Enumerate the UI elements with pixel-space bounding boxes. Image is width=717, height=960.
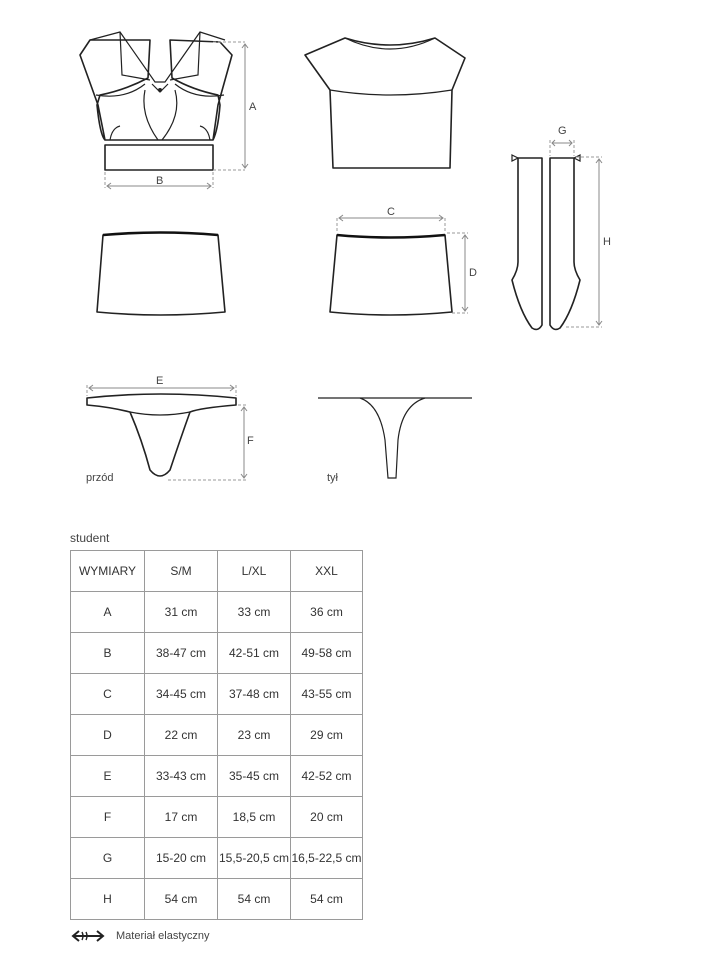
stockings-drawing: [512, 155, 580, 329]
table-cell: 42-51 cm: [218, 633, 291, 674]
thong-back-drawing: [318, 398, 472, 478]
table-cell: 35-45 cm: [218, 756, 291, 797]
table-cell: 17 cm: [145, 797, 218, 838]
table-row: [71, 797, 363, 838]
dim-label-g: G: [558, 125, 567, 137]
dimension-c: [337, 206, 445, 232]
table-cell: 15-20 cm: [145, 838, 218, 879]
dim-label-b: B: [156, 175, 164, 187]
table-row: [71, 756, 363, 797]
header-cell-sm: S/M: [145, 551, 218, 592]
table-row: [71, 674, 363, 715]
table-header-row: [71, 551, 363, 592]
table-cell: 33 cm: [218, 592, 291, 633]
elastic-material-icon: [70, 930, 106, 942]
size-table: [70, 550, 363, 920]
header-cell-lxl: L/XL: [218, 551, 291, 592]
table-cell: 31 cm: [145, 592, 218, 633]
table-cell: C: [71, 674, 145, 715]
table-cell: 37-48 cm: [218, 674, 291, 715]
table-cell: 33-43 cm: [145, 756, 218, 797]
table-cell: 22 cm: [145, 715, 218, 756]
table-cell: 34-45 cm: [145, 674, 218, 715]
table-cell: 54 cm: [291, 879, 363, 920]
table-cell: 38-47 cm: [145, 633, 218, 674]
table-cell: G: [71, 838, 145, 879]
dim-label-f: F: [247, 435, 254, 447]
table-cell: 29 cm: [291, 715, 363, 756]
table-cell: 49-58 cm: [291, 633, 363, 674]
caption-back: tył: [327, 472, 338, 484]
table-cell: 16,5-22,5 cm: [291, 838, 363, 879]
skirt-front-drawing: [97, 233, 225, 316]
table-cell: F: [71, 797, 145, 838]
table-cell: E: [71, 756, 145, 797]
table-row: [71, 838, 363, 879]
dim-label-e: E: [156, 375, 164, 387]
legend: [70, 930, 210, 942]
table-cell: 23 cm: [218, 715, 291, 756]
caption-front: przód: [86, 472, 114, 484]
table-cell: 54 cm: [145, 879, 218, 920]
table-row: [71, 715, 363, 756]
dim-label-c: C: [387, 206, 395, 218]
dim-label-a: A: [249, 101, 257, 113]
legend-label: Materiał elastyczny: [116, 930, 210, 942]
table-cell: 15,5-20,5 cm: [218, 838, 291, 879]
top-front-drawing: [80, 32, 232, 170]
header-cell-xxl: XXL: [291, 551, 363, 592]
table-cell: 42-52 cm: [291, 756, 363, 797]
table-cell: 36 cm: [291, 592, 363, 633]
skirt-back-drawing: [330, 235, 452, 315]
table-row: [71, 592, 363, 633]
dim-label-h: H: [603, 236, 611, 248]
table-cell: 18,5 cm: [218, 797, 291, 838]
table-cell: H: [71, 879, 145, 920]
dimension-e: [87, 375, 236, 396]
top-back-drawing: [305, 38, 465, 168]
table-cell: 43-55 cm: [291, 674, 363, 715]
table-cell: 54 cm: [218, 879, 291, 920]
table-row: [71, 633, 363, 674]
table-cell: 20 cm: [291, 797, 363, 838]
dimension-b: [105, 172, 213, 189]
table-title: student: [70, 531, 110, 545]
thong-front-drawing: [87, 394, 236, 476]
table-row: [71, 879, 363, 920]
table-cell: A: [71, 592, 145, 633]
dimension-g: [550, 125, 574, 156]
header-cell-measurements: WYMIARY: [71, 551, 145, 592]
table-cell: D: [71, 715, 145, 756]
dim-label-d: D: [469, 267, 477, 279]
table-cell: B: [71, 633, 145, 674]
